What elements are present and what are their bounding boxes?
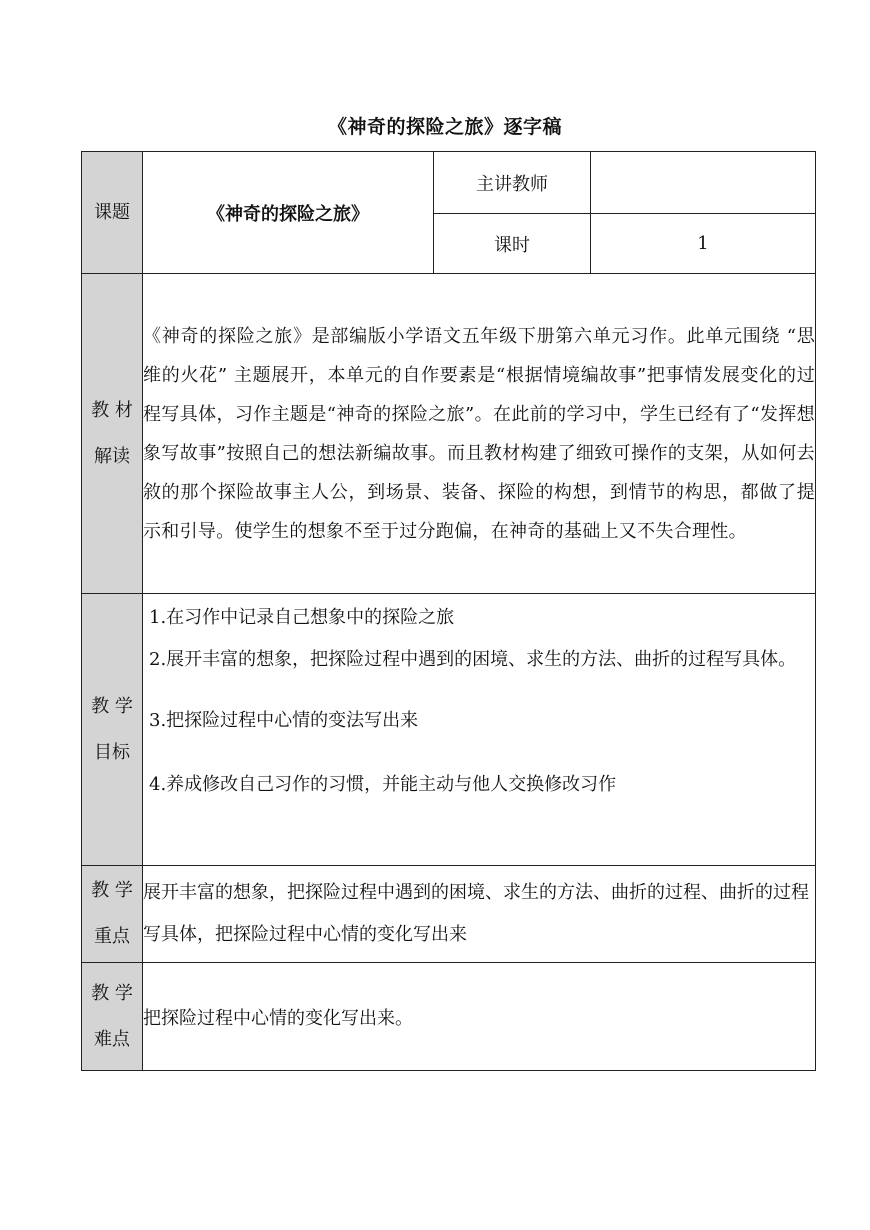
goals-label-line-1: 教 学 — [91, 695, 133, 717]
goals-label-line-2: 目标 — [94, 741, 130, 763]
analysis-label-line-2: 解读 — [94, 445, 130, 467]
analysis-row — [82, 274, 816, 594]
goal-item-3: 3.把探险过程中心情的变法写出来 — [149, 710, 419, 731]
topic-row — [82, 152, 816, 214]
goals-cell — [143, 594, 816, 866]
difficulty-row — [82, 963, 816, 1071]
goal-item-2: 2.展开丰富的想象，把探险过程中遇到的困境、求生的方法、曲折的过程写具体。 — [149, 649, 797, 670]
analysis-text: 《神奇的探险之旅》是部编版小学语文五年级下册第六单元习作。此单元围绕 “思维的火花” 主题展开，本单元的自作要素是“根据情境编故事”把事情发展变化的过程写具体，习作主题是“神奇的探险之旅”。在此前的学习中，学生已经有了“发挥想象写故事”按照自己的想法新编故事。而且教材构建了细致可操作的支架，从如何去敘的那个探险故事主人公，到场景、装备、探险的构想，到情节的构思，都做了提示和引导。使学生的想象不至于过分跑偏，在神奇的基础上又不失合理性。 — [143, 274, 816, 594]
difficulty-label-line-1: 教 学 — [91, 982, 133, 1004]
lesson-plan-table — [81, 151, 816, 1071]
analysis-label-line-1: 教 材 — [91, 399, 133, 421]
teacher-label: 主讲教师 — [434, 152, 591, 214]
focus-row — [82, 866, 816, 963]
topic-value: 《神奇的探险之旅》 — [143, 152, 434, 274]
difficulty-label — [82, 963, 143, 1071]
focus-label — [82, 866, 143, 963]
difficulty-text: 把探险过程中心情的变化写出来。 — [143, 963, 816, 1071]
document-title: 《神奇的探险之旅》逐字稿 — [327, 116, 562, 138]
difficulty-label-line-2: 难点 — [94, 1028, 130, 1050]
focus-label-line-2: 重点 — [94, 926, 130, 947]
goal-item-4: 4.养成修改自己习作的习惯，并能主动与他人交换修改习作 — [149, 774, 617, 795]
focus-label-line-1: 教 学 — [91, 880, 133, 901]
goal-item-1: 1.在习作中记录自己想象中的探险之旅 — [149, 607, 455, 628]
periods-label: 课时 — [434, 214, 591, 274]
focus-text: 展开丰富的想象，把探险过程中遇到的困境、求生的方法、曲折的过程、曲折的过程写具体，把探险过程中心情的变化写出来 — [143, 866, 816, 963]
periods-value: 1 — [591, 214, 816, 274]
teacher-value — [591, 152, 816, 214]
goals-label — [82, 594, 143, 866]
goals-row — [82, 594, 816, 866]
analysis-label — [82, 274, 143, 594]
topic-label: 课题 — [82, 152, 143, 274]
